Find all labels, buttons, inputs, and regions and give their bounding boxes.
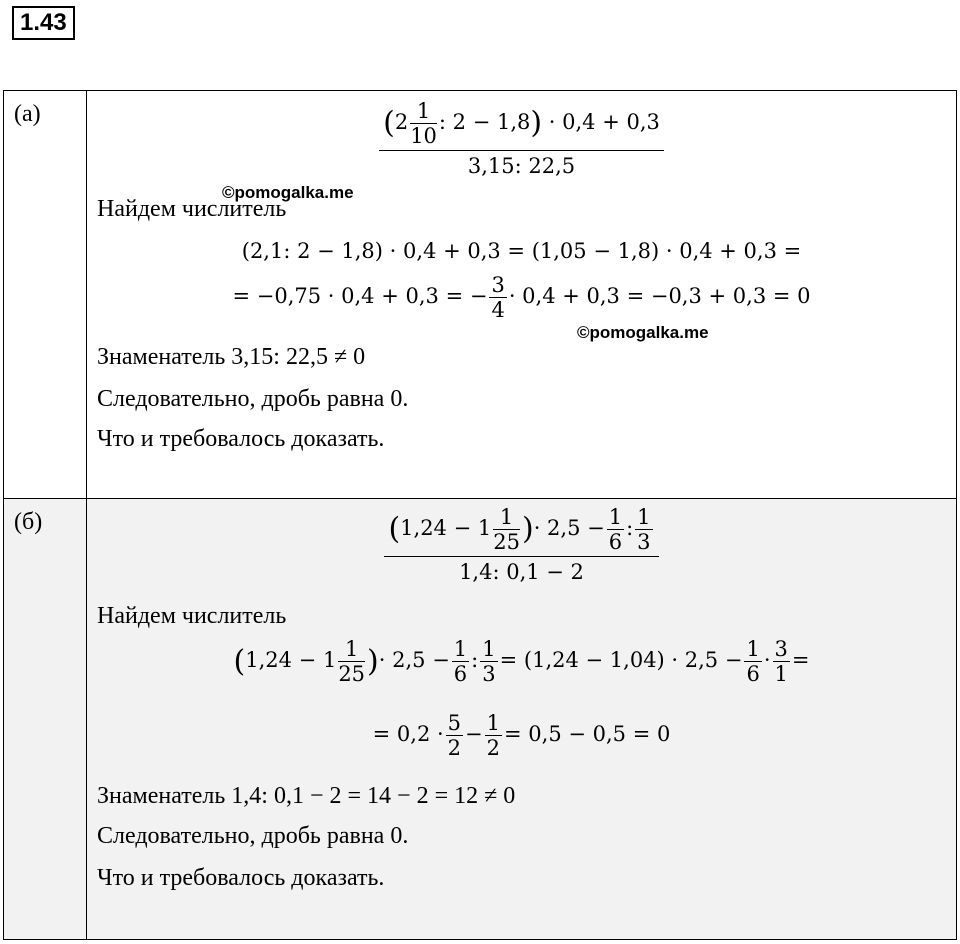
line2-frac-num: 3	[491, 273, 505, 297]
line2-f2-den: 2	[486, 736, 501, 761]
frac2-den: 3	[637, 530, 651, 555]
line2-f2-num: 1	[486, 711, 501, 735]
numerator-b: · 2,5 −	[533, 516, 605, 541]
close-paren: )	[521, 511, 534, 547]
part-a-denominator: Знаменатель 3,15: 22,5 ≠ 0	[97, 344, 366, 370]
mixed-denominator: 25	[493, 530, 520, 555]
line1-f4-num: 3	[774, 637, 788, 661]
part-b-proved: Что и требовалось доказать.	[97, 865, 385, 891]
part-a-conclusion: Следовательно, дробь равна 0.	[97, 386, 409, 412]
mixed-whole: 2	[394, 110, 409, 135]
line1-f4-den: 1	[774, 662, 788, 687]
solution-table	[3, 90, 957, 940]
line1-c: = (1,24 − 1,04) · 2,5 −	[499, 648, 743, 673]
line1-colon: :	[471, 648, 479, 673]
line2-end: · 0,4 + 0,3 = −0,3 + 0,3 = 0	[508, 284, 811, 309]
part-b-denominator: Знаменатель 1,4: 0,1 − 2 = 14 − 2 = 12 ≠ 0	[97, 783, 516, 809]
line1-mixed-den: 25	[338, 662, 366, 687]
line2-minus: −	[465, 722, 483, 747]
part-b-line1: (1,24 − 1 $\frac{1}{25}$ )· 2,5 − $\frac{1}{6}$ : $\frac{1}{3}$ = (1,24 − 1,04) · 2,5 − $\frac{1}{6}$ · $\frac{3}{1}$ =	[233, 637, 810, 687]
line1-f3-num: 1	[746, 637, 760, 661]
task-number: 1.43	[12, 6, 75, 40]
line1-f3-den: 6	[746, 662, 760, 687]
line2-a: = 0,2 ·	[372, 722, 444, 747]
part-b-line2	[87, 711, 956, 760]
part-b-main-fraction	[87, 505, 956, 584]
line1-b: · 2,5 −	[378, 648, 450, 673]
numerator-tail: · 0,4 + 0,3	[542, 110, 660, 135]
line1-end: =	[791, 648, 810, 673]
line2-f1-num: 5	[447, 711, 462, 735]
line1-f1-den: 6	[453, 662, 468, 687]
watermark-2: ©pomogalka.me	[577, 323, 709, 342]
part-a-line2	[87, 273, 956, 322]
part-b-row	[4, 499, 957, 940]
line1-a: 1,24 − 1	[245, 648, 337, 673]
line1-f2-num: 1	[482, 637, 496, 661]
part-a-line1: (2,1: 2 − 1,8) · 0,4 + 0,3 = (1,05 − 1,8) · 0,4 + 0,3 =	[241, 239, 802, 263]
open-paren: (	[383, 105, 395, 141]
line1-f2-den: 3	[482, 662, 496, 687]
line2-frac-den: 4	[491, 298, 505, 323]
part-b-content	[87, 499, 957, 940]
part-a-proved: Что и требовалось доказать.	[97, 426, 385, 452]
line1-f1-num: 1	[453, 637, 468, 661]
line1-dot: ·	[763, 648, 771, 673]
part-a-main-fraction	[87, 99, 956, 178]
frac1-den: 6	[608, 530, 623, 555]
numerator-a: 1,24 − 1	[400, 516, 492, 541]
mixed-numerator: 1	[493, 505, 520, 530]
part-b-find-numerator: Найдем числитель	[97, 603, 287, 629]
mixed-numerator: 1	[410, 99, 437, 124]
part-a-label: (а)	[4, 91, 87, 499]
part-b-conclusion: Следовательно, дробь равна 0.	[97, 823, 409, 849]
line2-end: = 0,5 − 0,5 = 0	[504, 722, 671, 747]
part-a-find-numerator: Найдем числитель	[97, 196, 287, 222]
line2-f1-den: 2	[447, 736, 462, 761]
line2-start: = −0,75 · 0,4 + 0,3 = −	[232, 284, 488, 309]
colon: :	[626, 516, 634, 541]
fraction-denominator: 1,4: 0,1 − 2	[459, 560, 584, 585]
frac2-num: 1	[637, 505, 651, 529]
mixed-denominator: 10	[410, 124, 437, 149]
close-paren: )	[530, 105, 543, 141]
part-b-label: (б)	[4, 499, 87, 940]
watermark-1: ©pomogalka.me	[222, 183, 354, 202]
part-a-row	[4, 91, 957, 499]
line1-mixed-num: 1	[338, 637, 365, 662]
frac1-num: 1	[608, 505, 623, 529]
fraction-denominator: 3,15: 22,5	[467, 154, 576, 179]
part-a-content	[87, 91, 957, 499]
numerator-expr: : 2 − 1,8	[438, 110, 531, 135]
open-paren: (	[388, 511, 401, 547]
